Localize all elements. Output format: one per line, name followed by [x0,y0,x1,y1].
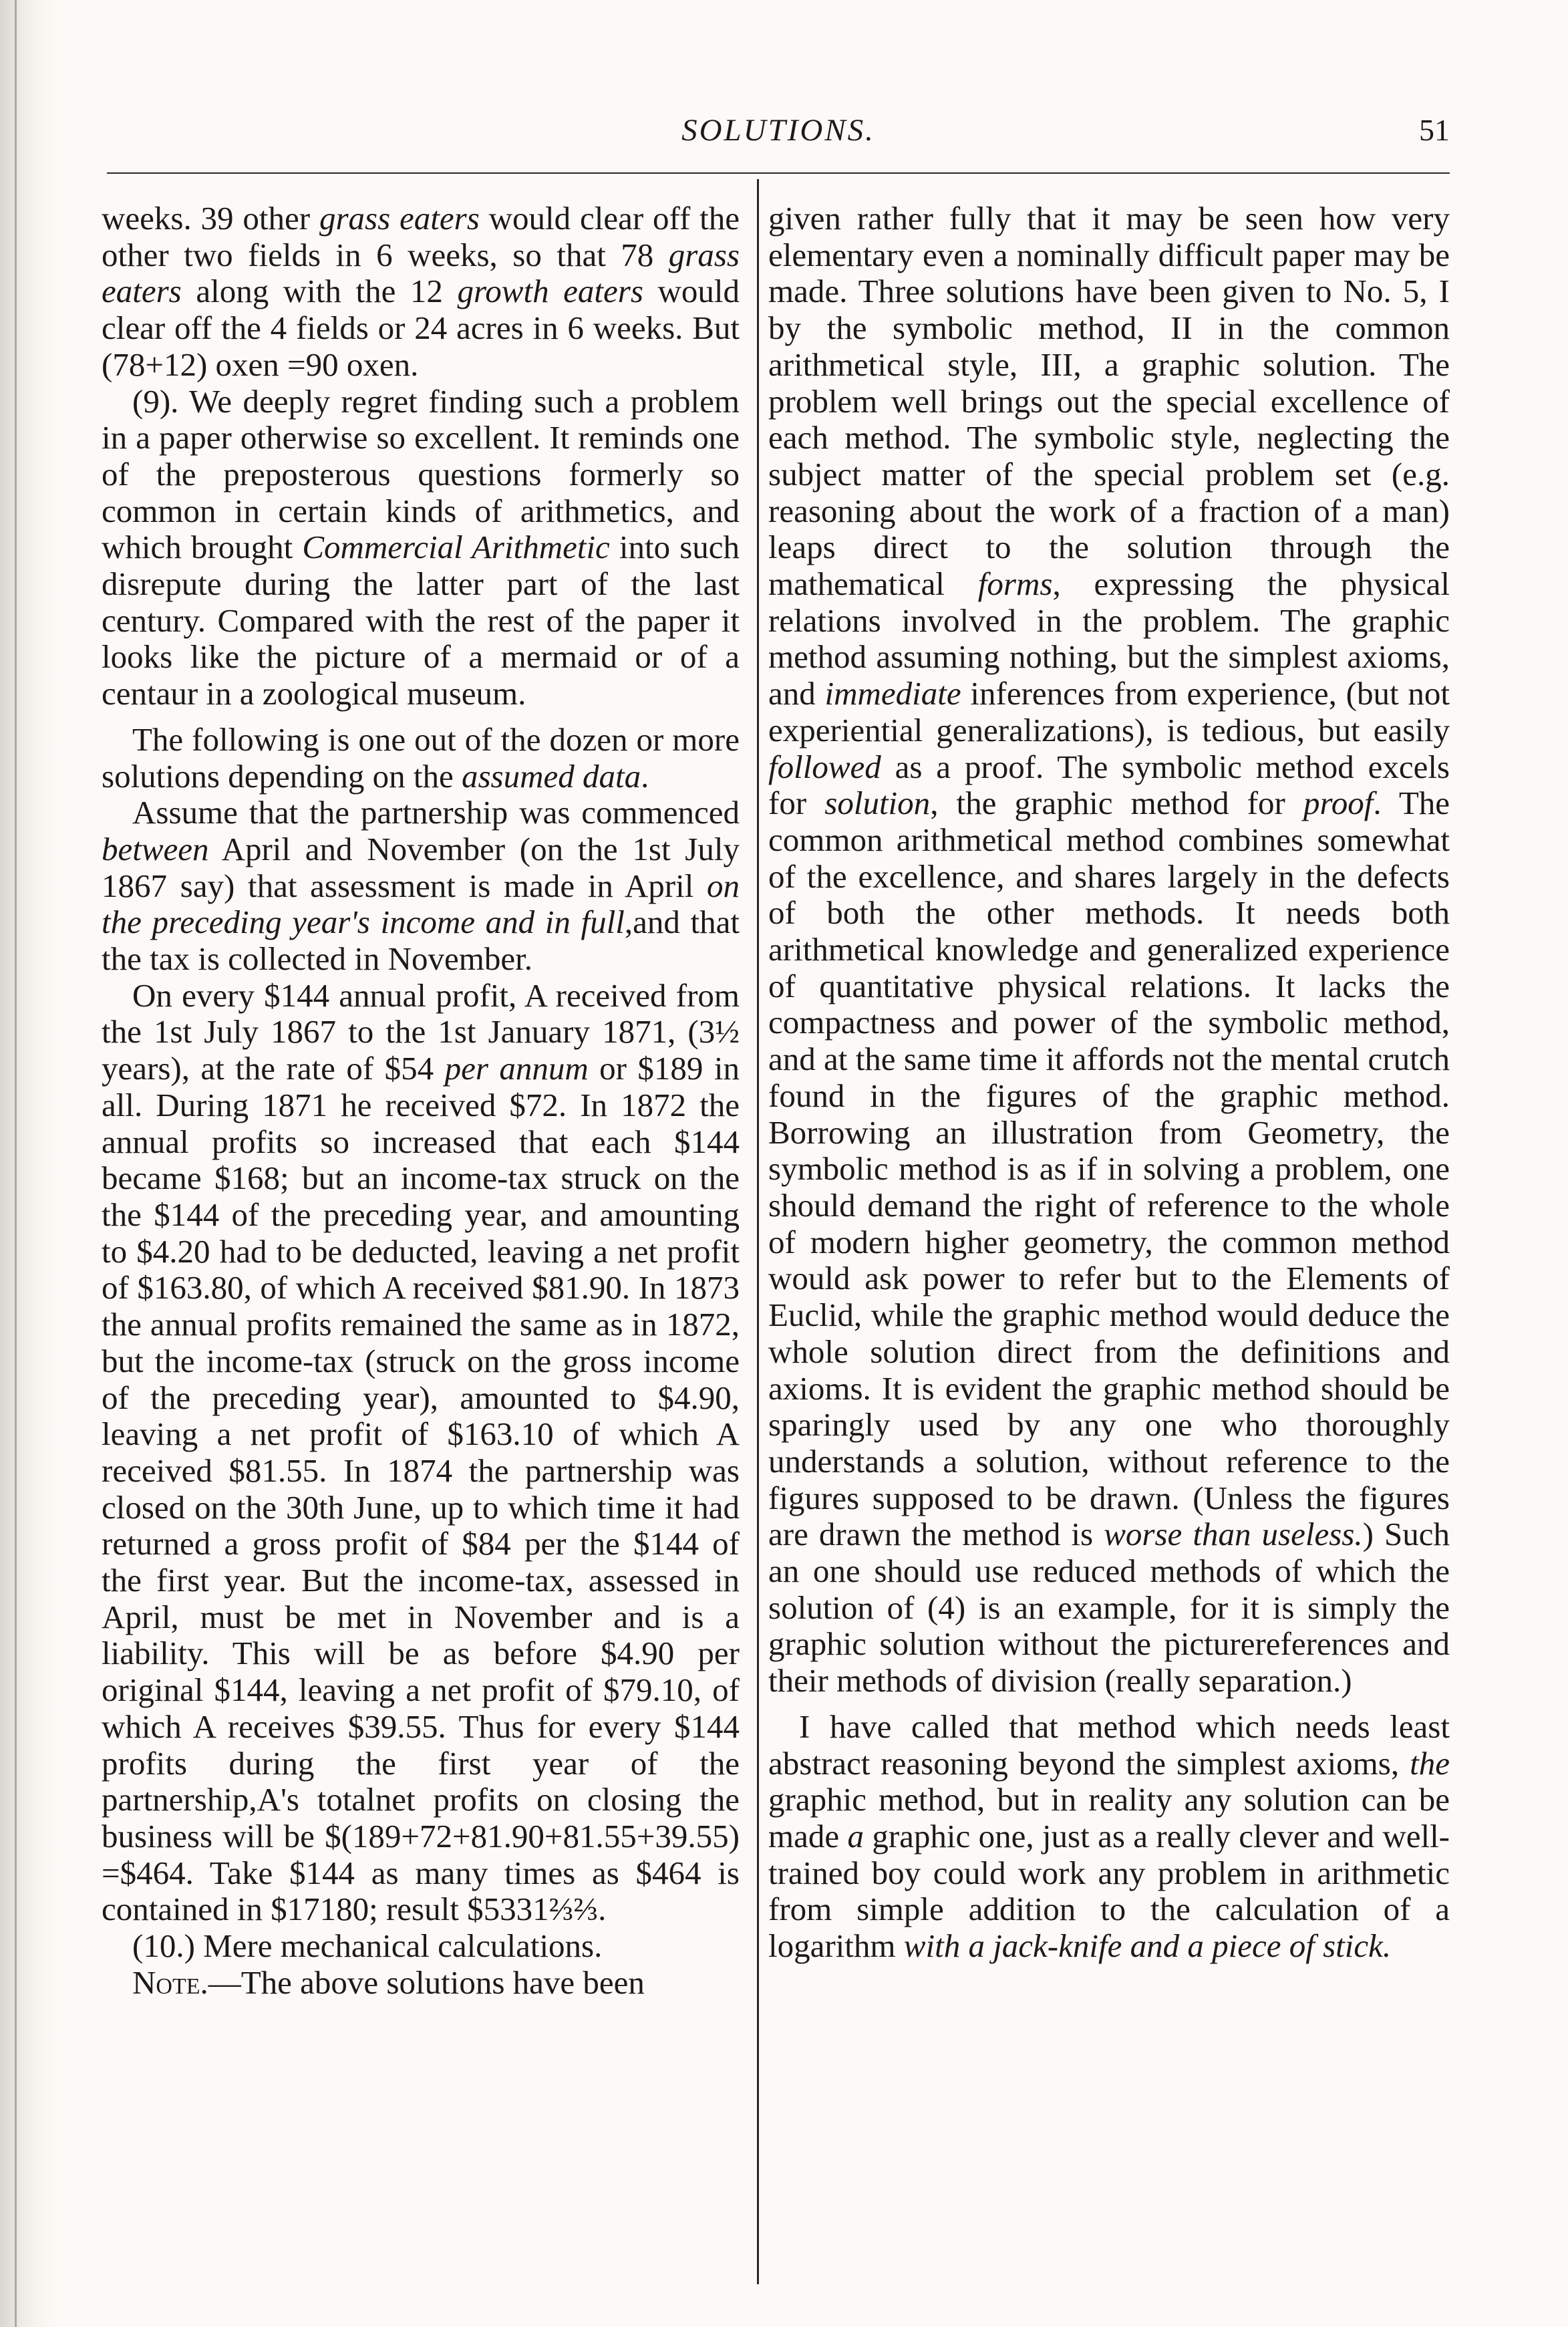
italic-run: immediate [824,675,961,712]
paragraph [102,200,740,384]
text-run: would clear off the 4 fields or 24 acres in 6 weeks. But (78+12) oxen =90 oxen. [102,273,740,383]
column-divider [757,179,759,2284]
text-run: ) Such an one should use reduced methods of which the solution of (4) is an example, for it is simply the graphic solution without the picturereferences and their methods of division (really separation.) [768,1516,1450,1699]
paragraph [102,978,740,1928]
left-column [102,200,740,2001]
text-run: graphic method, but in reality any solution can be made [768,1781,1450,1855]
text-run: . The common arithmetical method combines somewhat of the excellence, and shares largely in the defects of both the other methods. It needs both arithmetical knowledge and generalized experience of quantitative physical relations. It lacks the compactness and power of the symbolic method, and at the same time it affords not the mental crutch found in the figures of the graphic method. Borrowing an illustration from Geometry, the symbolic method is as if in solving a problem, one should demand the right of reference to the whole of modern higher geometry, the common method would ask power to refer but to the Elements of Euclid, while the graphic method would deduce the whole solution direct from the definitions and axioms. It is evident the graphic method should be sparingly used by any one who thoroughly understands a solution, without reference to the figures supposed to be drawn. (Unless the figures are drawn the method is [768,785,1450,1553]
text-run: (10.) Mere mechanical calculations. [132,1927,603,1965]
paragraph [768,200,1450,1699]
small-caps-run: Note [132,1963,200,2001]
text-run: (9). We deeply regret finding such a problem in a paper otherwise so excellent. It reminds one of the preposterous questions formerly so common in certain kinds of arithmetics, and which brought [102,382,740,566]
italic-run: with a jack-knife and a piece of stick. [903,1927,1392,1965]
italic-run: worse than useless. [1104,1516,1363,1553]
italic-run: grass eaters [102,236,740,310]
italic-run: assumed data [461,757,641,795]
text-run: .—The above solutions have been [200,1963,645,2001]
italic-run: per annum [444,1050,589,1087]
text-run: The following is one out of the dozen or more solutions depending on the [102,720,740,795]
italic-run: growth eaters [457,273,643,310]
paragraph [102,795,740,978]
text-run: Assume that the partnership was commenced [132,794,740,831]
text-run: , the graphic method for [930,785,1303,822]
text-run: April and November (on the 1st July 1867 say) that assessment is made in April [102,830,740,904]
text-run: . [641,757,649,795]
text-run: or $189 in all. During 1871 he received $72. In 1872 the annual profits so increased that each $144 became $168; but an income-tax struck on the the $144 of the preceding year, and amounting to $4.20 had to be deducted, leaving a net profit of $163.80, of which A received $81.90. In 1873 the annual profits remained the same as in 1872, but the income-tax (struck on the gross income of the preceding year), amounted to $4.90, leaving a net profit of $163.10 of which A received $81.55. In 1874 the partnership was closed on the 30th June, up to which time it had returned a gross profit of $84 per the $144 of the first year. But the income-tax, assessed in April, must be met in November and is a liability. This will be as before $4.90 per original $144, leaving a net profit of $79.10, of which A receives $39.55. Thus for every $144 profits during the first year of the partnership,A's totalnet profits on closing the business will be $(189+72+81.90+81.55+39.55) =$464. Take $144 as many times as $464 is contained in $17180; result $5331⅔⅔. [102,1050,740,1928]
italic-run: between [102,830,209,867]
right-column [768,200,1450,1965]
text-run: into such disrepute during the latter part of the last century. Compared with the rest of the paper it looks like the picture of a mermaid or of a centaur in a zoological museum. [102,529,740,712]
italic-run: grass eaters [319,200,480,237]
paragraph [768,1709,1450,1965]
paragraph [102,384,740,712]
text-run: would clear off the other two fields in 6 weeks, so that 78 [102,200,740,273]
text-run: along with the 12 [181,273,458,310]
text-run: I have called that method which needs least abstract reasoning beyond the simplest axioms, [768,1707,1450,1782]
page-number: 51 [1419,113,1450,147]
italic-run: followed [768,748,881,785]
italic-run: on the preceding year's income and in full [102,867,740,941]
text-run: inferences from experience, (but not experiential generalizations), is tedious, but easily [768,675,1450,748]
page-header [107,112,1450,159]
header-rule [107,172,1450,174]
text-run: , expressing the physical relations involved in the problem. The graphic method assuming nothing, but the simplest axioms, and [768,565,1450,712]
binding-edge [15,0,17,2327]
text-run: ,and that the tax is collected in November. [102,904,740,978]
running-title: SOLUTIONS. [681,113,875,148]
italic-run: Commercial Arithmetic [302,529,610,566]
paragraph [102,1928,740,1965]
text-run: weeks. 39 other [102,200,319,237]
italic-run: proof [1303,785,1374,822]
paragraph [102,1965,740,2002]
paragraph [102,722,740,795]
italic-run: forms [977,565,1053,603]
text-run: graphic one, just as a really clever and well-trained boy could work any problem in arithmetic from simple addition to the calculation of a logarithm [768,1817,1450,1965]
text-run: given rather fully that it may be seen how very elementary even a nominally difficult paper may be made. Three solutions have been given to No. 5, I by the symbolic method, II in the common arithmetical style, III, a graphic solution. The problem well brings out the special excellence of each method. The symbolic style, neglecting the subject matter of the special problem set (e.g. reasoning about the work of a fraction of a man) leaps direct to the solution through the mathematical [768,200,1450,603]
text-run: as a proof. The symbolic method excels for [768,748,1450,822]
italic-run: solution [824,785,931,822]
italic-run: a [847,1817,864,1855]
text-run: On every $144 annual profit, A received from the 1st July 1867 to the 1st January 1871, (3½ years), at the rate of $54 [102,976,740,1087]
italic-run: the [1410,1744,1450,1782]
book-spine-shadow [0,0,60,2327]
